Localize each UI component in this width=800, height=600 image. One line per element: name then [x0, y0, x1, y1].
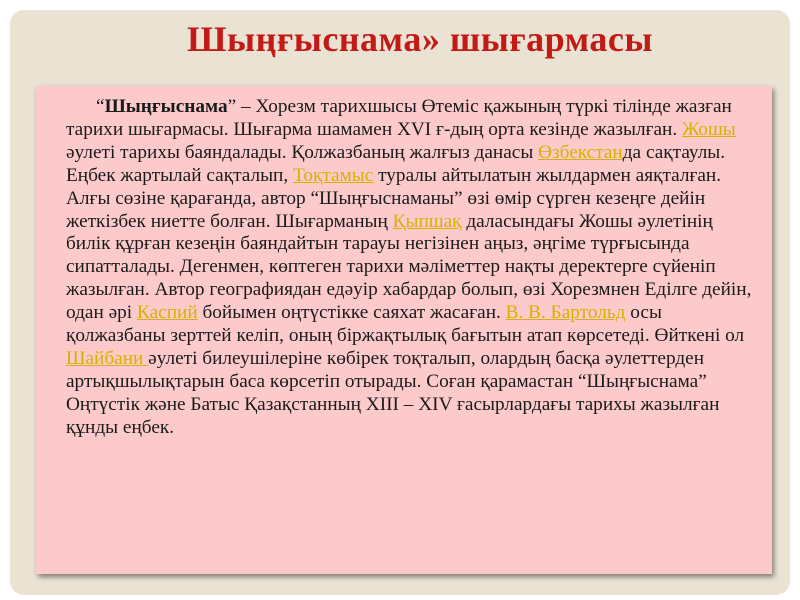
link-caspian[interactable]: Каспий	[136, 302, 198, 324]
text-segment: бойымен оңтүстікке саяхат жасаған.	[197, 302, 506, 324]
lead-quote-mark: “	[96, 96, 105, 117]
text-segment: әулеті тарихы баяндалады. Қолжазбаның жалғыз данасы	[66, 141, 539, 163]
text-segment: әулеті билеушілеріне көбірек тоқталып, олардың басқа әулеттерден артықшылықтарын баса көрсетіп отырады. Соған қарамастан “Шыңғыснама” Оңтүстік және Батыс Қазақстанның XIII – XIV ғасырлардағы тарихы жазылған құнды еңбек.	[66, 347, 720, 438]
link-kypshak[interactable]: Қыпшақ	[392, 210, 462, 232]
link-bartold[interactable]: В. В. Бартольд	[505, 302, 626, 324]
link-toktamys[interactable]: Тоқтамыс	[293, 164, 374, 186]
slide-title: Шыңғыснама» шығармасы	[186, 19, 654, 59]
link-uzbekistan[interactable]: Өзбекстан	[538, 141, 623, 163]
work-title-bold: Шыңғыснама	[104, 96, 228, 117]
text-segment: туралы айтылатын жылдармен аяқталған. Алғы сөзіне қарағанда, автор “Шыңғыснаманы” өзі өмір сүрген кезеңге дейін жеткізбек ниетте болған. Шығарманың	[66, 164, 722, 232]
text-segment: осы қолжазбаны зерттей келіп, оның біржақтылық бағытын атап көрсетеді. Өйткені ол	[66, 302, 745, 347]
text-segment: да сақтаулы. Еңбек жартылай сақталып,	[66, 141, 726, 186]
link-jochi[interactable]: Жошы	[682, 118, 736, 140]
content-box	[36, 86, 772, 574]
body-paragraph	[66, 96, 754, 440]
link-shaybani[interactable]: Шайбани	[66, 347, 149, 369]
text-segment: ” – Хорезм тарихшысы Өтеміс қажының түркі тілінде жазған тарихи шығармасы. Шығарма шамамен XVI ғ-дың орта кезінде жазылған.	[66, 96, 732, 140]
text-segment: даласындағы Жошы әулетінің билік құрған кезеңін баяндайтын тарауы негізінен аңыз, әңгіме түрғысында сипатталады. Дегенмен, көптеген тарихи мәліметтер нақты деректерге сүйеніп жазылған. Автор географиядан едәуір хабардар болып, өзі Хорезмнен Еділге дейін, одан әрі	[66, 210, 752, 324]
